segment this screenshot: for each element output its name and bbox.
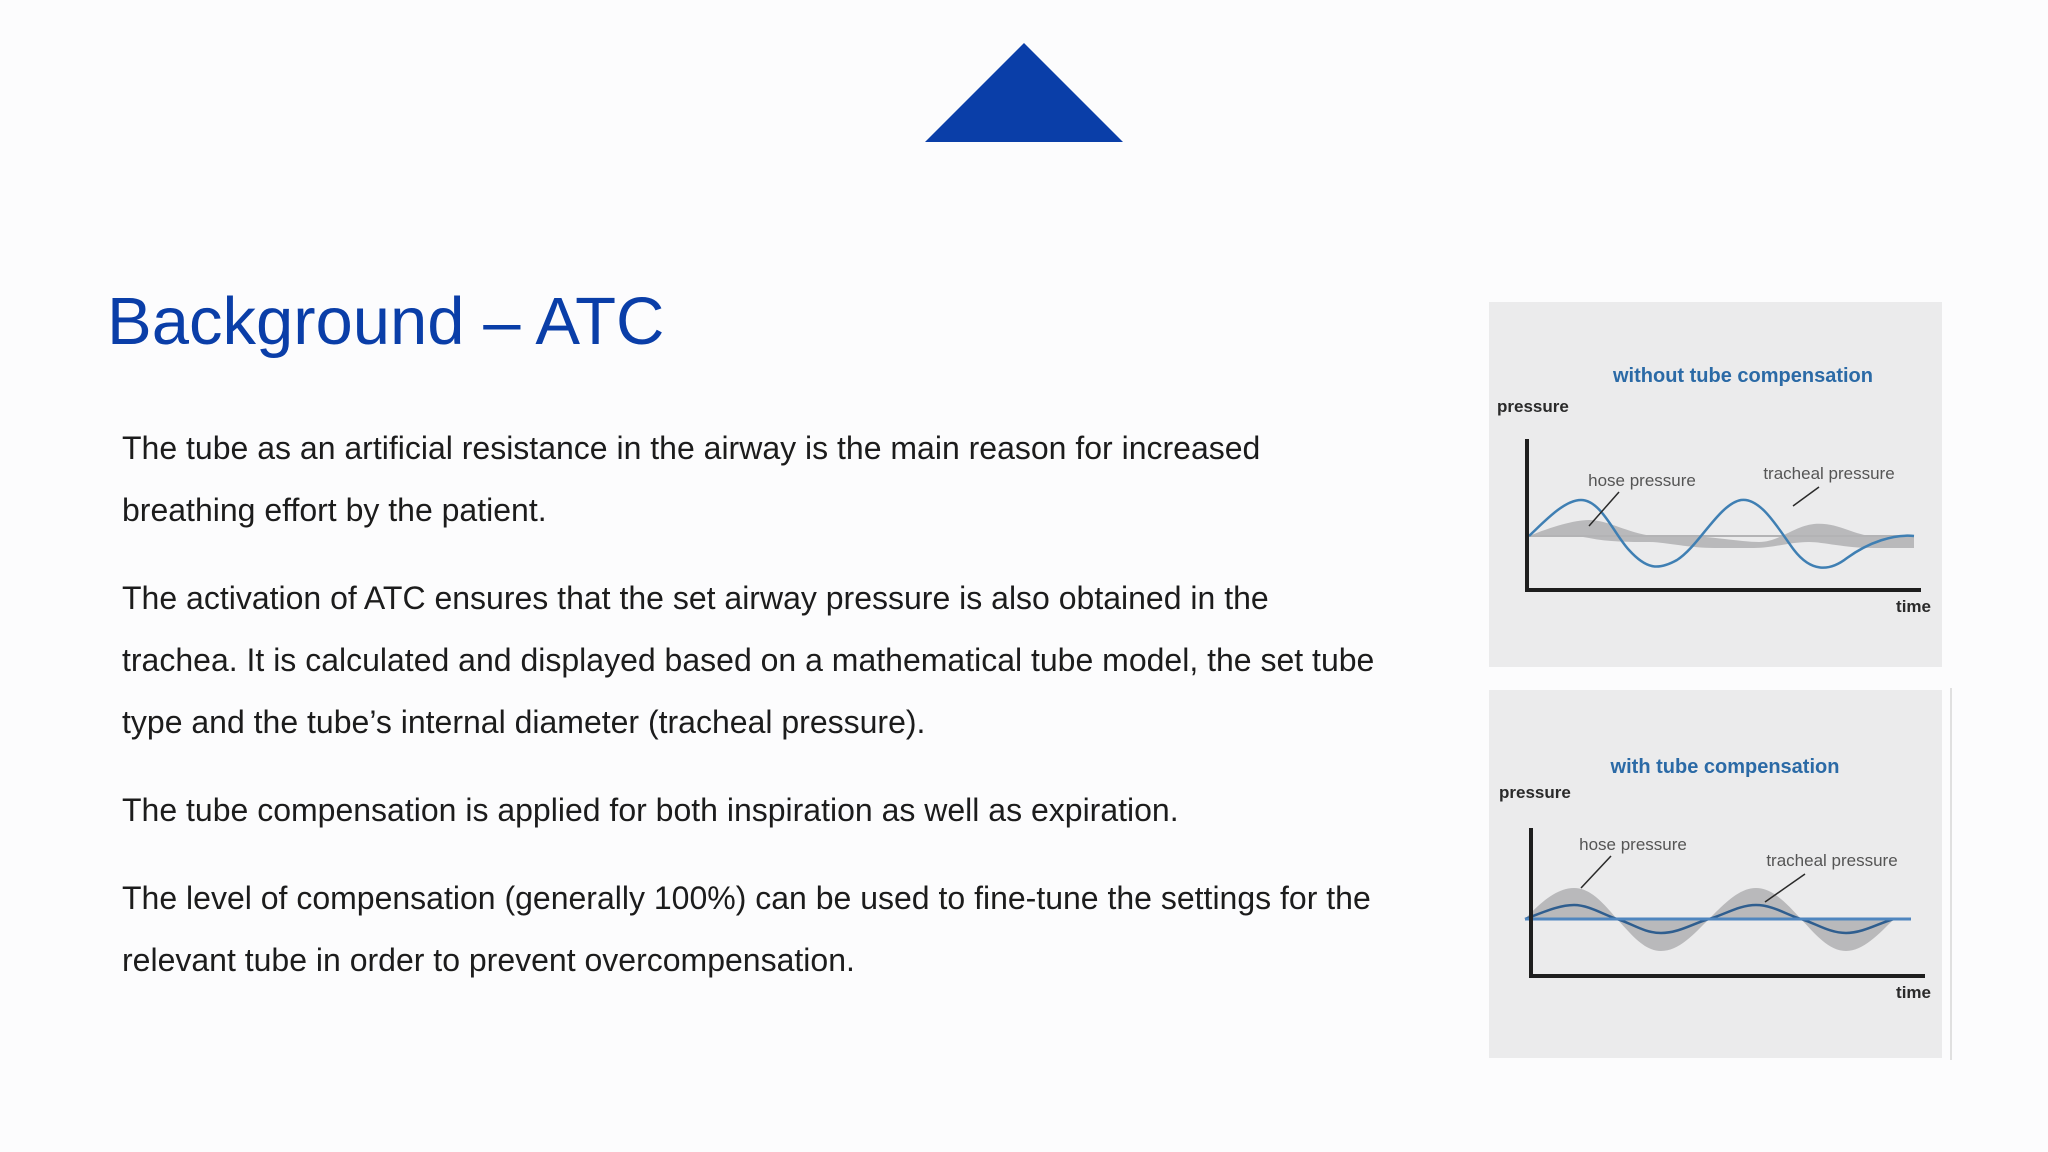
x-axis-label: time (1896, 597, 1931, 616)
hose-pressure-leader (1589, 492, 1619, 526)
figure-with-compensation (1489, 690, 1942, 1058)
hose-pressure-leader (1581, 856, 1611, 888)
tracheal-pressure-label: tracheal pressure (1763, 464, 1895, 483)
paragraph-compensation-level: The level of compensation (generally 100%) can be used to fine-tune the settings for the relevant tube in order to prevent overcompensation. (122, 880, 1371, 978)
y-axis-label: pressure (1497, 397, 1569, 416)
pressure-difference-area (1529, 520, 1914, 548)
paragraph-compensation-phases: The tube compensation is applied for both inspiration as well as expiration. (122, 792, 1179, 828)
figure-title: without tube compensation (1613, 365, 1873, 387)
paragraph-tube-resistance: The tube as an artificial resistance in the airway is the main reason for increased breathing effort by the patient. (122, 430, 1261, 528)
x-axis-label: time (1896, 983, 1931, 1002)
paragraph-atc-activation: The activation of ATC ensures that the set airway pressure is also obtained in the trachea. It is calculated and displayed based on a mathematical tube model, the set tube type and the tube’s internal diameter (tracheal pressure). (122, 580, 1375, 740)
figure-without-compensation (1489, 302, 1942, 667)
hose-pressure-label: hose pressure (1588, 471, 1696, 490)
y-axis-label: pressure (1499, 783, 1571, 802)
panel-edge-divider (1950, 688, 1952, 1060)
figure-title: with tube compensation (1610, 756, 1840, 778)
hose-pressure-label: hose pressure (1579, 835, 1687, 854)
slide-body (122, 417, 1392, 1017)
tracheal-pressure-leader (1765, 874, 1805, 902)
triangle-logo-icon (925, 43, 1123, 143)
tracheal-pressure-leader (1793, 487, 1819, 506)
tracheal-pressure-label: tracheal pressure (1766, 851, 1898, 870)
slide-title: Background – ATC (107, 284, 665, 359)
